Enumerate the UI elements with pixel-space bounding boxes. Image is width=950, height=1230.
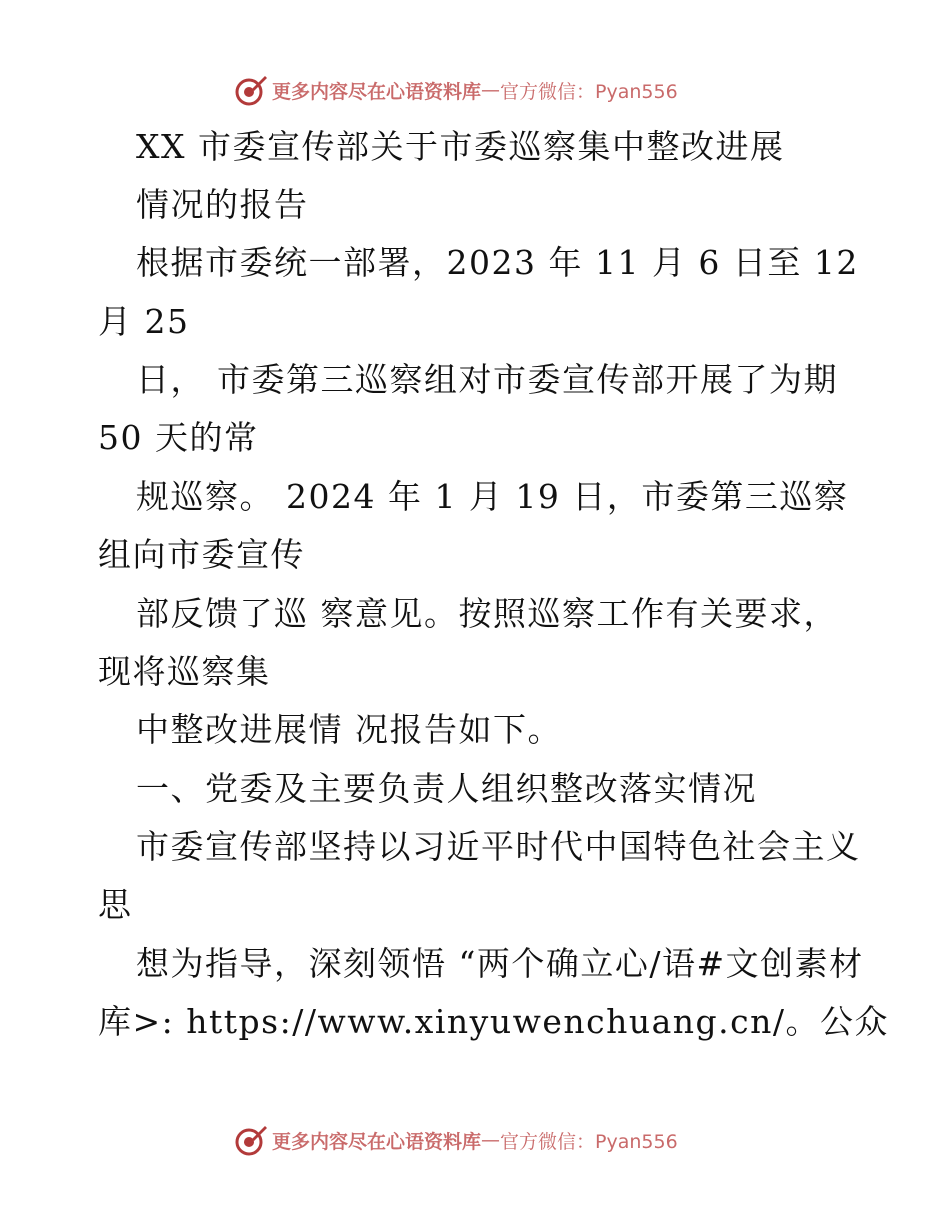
footer-brand-text: 更多内容尽在心语资料库 (272, 1130, 482, 1153)
header-wechat-text: 官方微信：Pyan556 (500, 80, 678, 103)
paragraph-line: 库>: https://www.xinyuwenchuang.cn/。公众 (98, 1002, 889, 1041)
footer-separator: — (481, 1129, 501, 1151)
header-separator: — (481, 79, 501, 101)
footer-banner (234, 1122, 678, 1158)
paragraph-line: 想为指导，深刻领悟 “两个确立心/语#文创素材 (136, 944, 864, 983)
paragraph-line: 市委宣传部坚持以习近平时代中国特色社会主义 (136, 827, 861, 866)
paragraph-line: 根据市委统一部署，2023 年 11 月 6 日至 12 (136, 243, 859, 282)
title-line-1: XX 市委宣传部关于市委巡察集中整改进展 (136, 127, 785, 166)
paragraph-line: 规巡察。 2024 年 1 月 19 日，市委第三巡察 (136, 477, 849, 516)
paragraph-line: 日， 市委第三巡察组对市委宣传部开展了为期 (136, 360, 838, 399)
paragraph-line: 中整改进展情 况报告如下。 (136, 710, 562, 749)
header-banner (234, 72, 678, 108)
section-heading: 一、党委及主要负责人组织整改落实情况 (136, 769, 757, 808)
paragraph-line: 月 25 (98, 302, 190, 341)
pen-logo-icon (234, 73, 268, 107)
footer-wechat-text: 官方微信：Pyan556 (500, 1130, 678, 1153)
paragraph-line: 部反馈了巡 察意见。按照巡察工作有关要求， (136, 594, 838, 633)
title-line-2: 情况的报告 (136, 185, 309, 224)
header-brand-text: 更多内容尽在心语资料库 (272, 80, 482, 103)
paragraph-line: 现将巡察集 (98, 652, 271, 691)
paragraph-line: 组向市委宣传 (98, 535, 305, 574)
pen-logo-icon (234, 1123, 268, 1157)
paragraph-line: 50 天的常 (98, 418, 259, 457)
paragraph-line: 思 (98, 885, 133, 924)
